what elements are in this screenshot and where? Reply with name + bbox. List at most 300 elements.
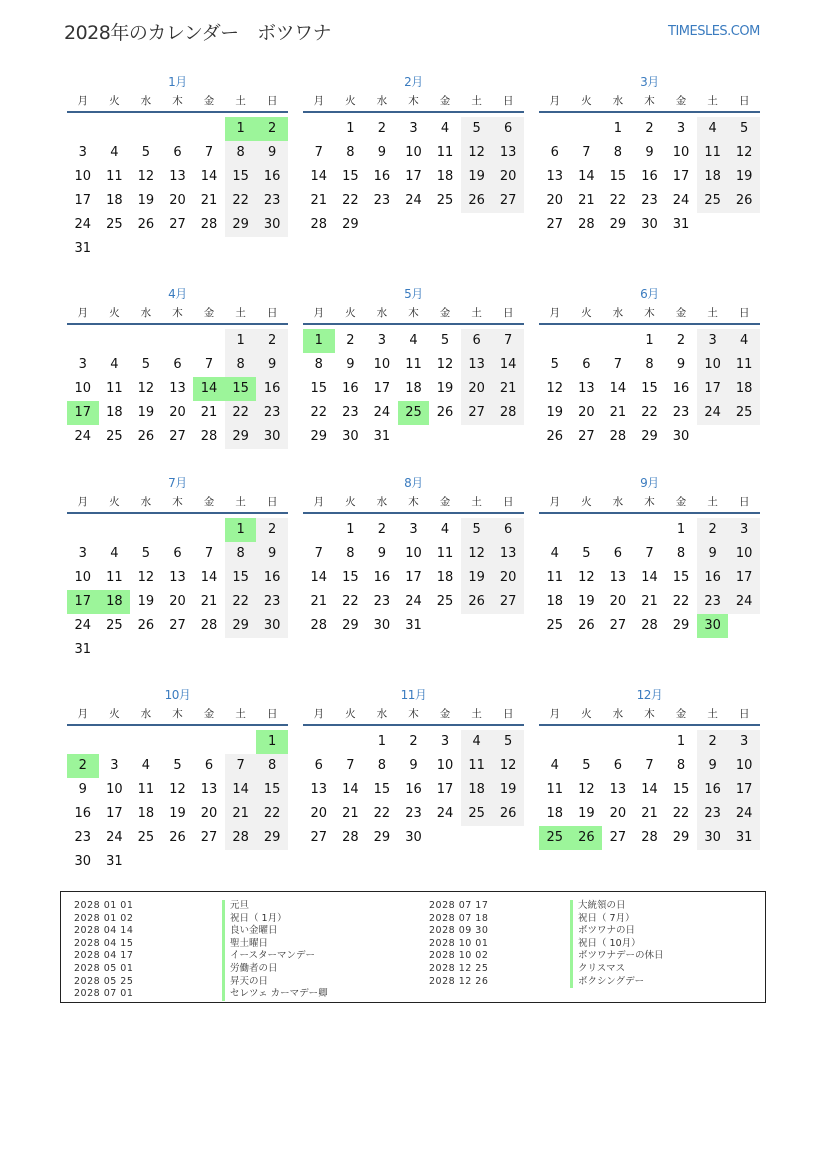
day-cell: 11 <box>137 782 155 797</box>
header-rule <box>67 512 288 514</box>
day-cell: 23 <box>697 590 729 614</box>
holiday-name: 昇天の日 <box>222 976 268 989</box>
day-cell: 18 <box>461 778 493 802</box>
day-cell: 24 <box>373 405 391 420</box>
day-cell: 18 <box>546 594 564 609</box>
holiday-day-cell: 30 <box>697 614 729 638</box>
day-cell: 3 <box>377 333 387 348</box>
holiday-day-cell: 1 <box>225 518 257 542</box>
day-cell: 27 <box>200 830 218 845</box>
day-cell: 29 <box>256 826 288 850</box>
weekday-header: 土 <box>235 708 246 720</box>
day-cell: 10 <box>728 754 760 778</box>
day-cell: 23 <box>342 405 359 420</box>
header-rule <box>303 111 524 113</box>
day-cell: 25 <box>106 217 123 232</box>
day-cell: 9 <box>256 542 288 566</box>
day-cell: 26 <box>436 405 454 420</box>
day-cell: 17 <box>373 381 391 396</box>
weekday-header: 月 <box>313 95 325 107</box>
day-cell: 28 <box>200 429 218 444</box>
day-cell: 29 <box>342 618 359 633</box>
day-cell: 20 <box>169 193 186 208</box>
day-cell: 25 <box>436 193 454 208</box>
day-cell: 22 <box>609 193 627 208</box>
day-cell: 9 <box>256 141 288 165</box>
day-cell: 16 <box>256 377 288 401</box>
weekday-header: 月 <box>77 307 89 319</box>
day-cell: 20 <box>546 193 564 208</box>
day-cell: 24 <box>728 802 760 826</box>
weekday-header: 木 <box>172 307 183 319</box>
day-cell: 26 <box>137 217 155 232</box>
header-rule <box>303 724 524 726</box>
day-cell: 10 <box>436 758 454 773</box>
weekday-header: 日 <box>266 95 278 107</box>
day-cell: 16 <box>672 381 690 396</box>
holiday-day-cell: 15 <box>225 377 257 401</box>
day-cell: 12 <box>578 570 595 585</box>
day-cell: 4 <box>550 758 559 773</box>
day-cell: 11 <box>106 169 123 184</box>
site-link[interactable]: TIMESLES.COM <box>668 24 760 39</box>
day-cell: 22 <box>225 189 257 213</box>
day-cell: 7 <box>645 758 654 773</box>
day-cell: 8 <box>377 758 387 773</box>
holiday-day-cell: 1 <box>303 329 335 353</box>
day-cell: 8 <box>346 145 355 160</box>
holiday-day-cell: 2 <box>256 117 288 141</box>
holiday-date: 2028 07 18 <box>429 912 489 924</box>
day-cell: 11 <box>728 353 760 377</box>
day-cell: 15 <box>342 570 359 585</box>
day-cell: 6 <box>173 357 182 372</box>
day-cell: 18 <box>405 381 422 396</box>
day-cell: 11 <box>546 782 564 797</box>
day-cell: 13 <box>169 169 186 184</box>
day-cell: 24 <box>697 401 729 425</box>
day-cell: 10 <box>405 546 422 561</box>
weekday-header: 土 <box>471 708 482 720</box>
day-cell: 15 <box>256 778 288 802</box>
holiday-name: 祝日（ 10月） <box>570 938 641 951</box>
day-cell: 23 <box>373 193 391 208</box>
day-cell: 28 <box>310 217 328 232</box>
month-block <box>303 686 524 886</box>
day-cell: 17 <box>106 806 123 821</box>
day-cell: 30 <box>373 618 391 633</box>
day-cell: 2 <box>377 121 387 136</box>
weekday-header: 金 <box>203 496 215 508</box>
day-cell: 15 <box>373 782 391 797</box>
day-cell: 4 <box>440 522 450 537</box>
holiday-date: 2028 04 14 <box>74 925 134 937</box>
day-cell: 21 <box>609 405 627 420</box>
holiday-day-cell: 18 <box>99 590 131 614</box>
day-cell: 17 <box>728 778 760 802</box>
day-cell: 14 <box>492 353 524 377</box>
day-cell: 29 <box>672 830 690 845</box>
month-block <box>539 474 760 674</box>
day-cell: 10 <box>106 782 123 797</box>
day-cell: 12 <box>578 782 595 797</box>
day-cell: 7 <box>204 546 214 561</box>
day-cell: 24 <box>74 217 92 232</box>
weekday-header: 土 <box>471 496 482 508</box>
day-cell: 10 <box>405 145 422 160</box>
day-cell: 19 <box>728 165 760 189</box>
day-cell: 7 <box>314 546 323 561</box>
day-cell: 1 <box>346 522 355 537</box>
day-cell: 25 <box>106 618 123 633</box>
weekday-header: 火 <box>109 307 120 319</box>
weekday-header: 日 <box>502 708 514 720</box>
day-cell: 19 <box>137 405 155 420</box>
day-cell: 11 <box>106 570 123 585</box>
day-cell: 31 <box>672 217 690 232</box>
day-cell: 26 <box>578 618 595 633</box>
day-cell: 3 <box>409 522 418 537</box>
day-cell: 21 <box>641 806 658 821</box>
day-cell: 13 <box>492 141 524 165</box>
day-cell: 6 <box>173 145 182 160</box>
day-cell: 30 <box>641 217 658 232</box>
day-cell: 14 <box>641 570 658 585</box>
day-cell: 8 <box>676 758 686 773</box>
day-cell: 15 <box>672 782 690 797</box>
day-cell: 3 <box>409 121 418 136</box>
day-cell: 22 <box>342 594 359 609</box>
holiday-name: セレツェ カーマデー卿 <box>222 988 328 1001</box>
day-cell: 8 <box>225 542 257 566</box>
day-cell: 19 <box>578 806 595 821</box>
day-cell: 25 <box>436 594 454 609</box>
day-cell: 2 <box>676 333 686 348</box>
day-cell: 27 <box>169 618 186 633</box>
day-cell: 13 <box>310 782 328 797</box>
day-cell: 15 <box>641 381 658 396</box>
day-cell: 10 <box>74 381 92 396</box>
day-cell: 28 <box>641 830 658 845</box>
weekday-header: 火 <box>581 307 592 319</box>
day-cell: 14 <box>342 782 359 797</box>
weekday-header: 金 <box>203 307 215 319</box>
day-cell: 23 <box>697 802 729 826</box>
day-cell: 16 <box>256 165 288 189</box>
holiday-name: ボクシングデー <box>570 976 644 989</box>
day-cell: 27 <box>492 590 524 614</box>
day-cell: 19 <box>169 806 186 821</box>
day-cell: 24 <box>672 193 690 208</box>
weekday-header: 土 <box>707 95 718 107</box>
day-cell: 21 <box>200 594 218 609</box>
day-cell: 14 <box>641 782 658 797</box>
day-cell: 2 <box>377 522 387 537</box>
day-cell: 29 <box>672 618 690 633</box>
weekday-header: 金 <box>203 708 215 720</box>
day-cell: 24 <box>405 193 422 208</box>
weekday-header: 火 <box>109 708 120 720</box>
day-cell: 23 <box>641 193 658 208</box>
day-cell: 12 <box>137 169 155 184</box>
holiday-date: 2028 05 25 <box>74 975 134 987</box>
day-cell: 10 <box>697 353 729 377</box>
day-cell: 22 <box>310 405 328 420</box>
weekday-header: 日 <box>502 307 514 319</box>
day-cell: 18 <box>436 570 454 585</box>
day-cell: 27 <box>169 429 186 444</box>
day-cell: 19 <box>137 594 155 609</box>
day-cell: 18 <box>137 806 155 821</box>
weekday-header: 日 <box>266 708 278 720</box>
day-cell: 5 <box>141 357 151 372</box>
day-cell: 29 <box>373 830 391 845</box>
day-cell: 20 <box>310 806 328 821</box>
day-cell: 4 <box>728 329 760 353</box>
day-cell: 3 <box>676 121 686 136</box>
day-cell: 27 <box>546 217 564 232</box>
day-cell: 14 <box>225 778 257 802</box>
day-cell: 4 <box>110 357 119 372</box>
month-name: 9月 <box>640 476 659 490</box>
day-cell: 9 <box>256 353 288 377</box>
day-cell: 6 <box>204 758 214 773</box>
day-cell: 21 <box>310 594 328 609</box>
day-cell: 21 <box>492 377 524 401</box>
header-rule <box>303 323 524 325</box>
day-cell: 26 <box>169 830 186 845</box>
holiday-date: 2028 12 25 <box>429 963 489 974</box>
weekday-header: 火 <box>345 496 356 508</box>
header-rule <box>539 323 760 325</box>
day-cell: 3 <box>697 329 729 353</box>
weekday-header: 金 <box>439 95 451 107</box>
month-block <box>539 285 760 485</box>
day-cell: 15 <box>225 566 257 590</box>
day-cell: 10 <box>728 542 760 566</box>
weekday-header: 水 <box>612 307 624 319</box>
weekday-header: 日 <box>266 307 278 319</box>
day-cell: 7 <box>582 145 591 160</box>
day-cell: 13 <box>609 570 627 585</box>
day-cell: 20 <box>609 594 627 609</box>
day-cell: 7 <box>225 754 257 778</box>
day-cell: 29 <box>225 425 257 449</box>
weekday-header: 土 <box>235 496 246 508</box>
weekday-header: 土 <box>471 95 482 107</box>
day-cell: 18 <box>106 193 123 208</box>
day-cell: 4 <box>550 546 559 561</box>
day-cell: 21 <box>200 193 218 208</box>
day-cell: 2 <box>645 121 654 136</box>
weekday-header: 水 <box>376 708 388 720</box>
day-cell: 26 <box>728 189 760 213</box>
day-cell: 31 <box>74 642 92 657</box>
day-cell: 10 <box>74 169 92 184</box>
day-cell: 24 <box>405 594 422 609</box>
month-name: 1月 <box>168 75 187 89</box>
day-cell: 11 <box>461 754 493 778</box>
holiday-day-cell: 1 <box>225 117 257 141</box>
day-cell: 31 <box>373 429 391 444</box>
weekday-header: 木 <box>644 708 655 720</box>
weekday-header: 火 <box>345 307 356 319</box>
weekday-header: 金 <box>203 95 215 107</box>
weekday-header: 日 <box>502 496 514 508</box>
day-cell: 12 <box>169 782 186 797</box>
weekday-header: 月 <box>77 95 89 107</box>
weekday-header: 木 <box>408 708 419 720</box>
day-cell: 10 <box>672 145 690 160</box>
day-cell: 19 <box>578 594 595 609</box>
day-cell: 12 <box>436 357 454 372</box>
day-cell: 16 <box>74 806 92 821</box>
day-cell: 22 <box>256 802 288 826</box>
day-cell: 17 <box>728 566 760 590</box>
holiday-name: 元旦 <box>222 900 249 913</box>
day-cell: 16 <box>342 381 359 396</box>
day-cell: 9 <box>645 145 654 160</box>
day-cell: 27 <box>461 401 493 425</box>
weekday-header: 金 <box>675 307 687 319</box>
weekday-header: 日 <box>266 496 278 508</box>
day-cell: 11 <box>546 570 564 585</box>
weekday-header: 木 <box>172 708 183 720</box>
day-cell: 25 <box>137 830 155 845</box>
weekday-header: 火 <box>581 708 592 720</box>
weekday-header: 月 <box>313 496 325 508</box>
day-cell: 2 <box>256 518 288 542</box>
day-cell: 15 <box>225 165 257 189</box>
day-cell: 10 <box>74 570 92 585</box>
day-cell: 22 <box>672 594 690 609</box>
weekday-header: 火 <box>345 95 356 107</box>
holiday-date: 2028 01 02 <box>74 912 134 924</box>
day-cell: 9 <box>346 357 355 372</box>
day-cell: 7 <box>204 145 214 160</box>
day-cell: 17 <box>405 570 422 585</box>
day-cell: 9 <box>377 145 387 160</box>
holiday-legend <box>60 891 766 1003</box>
month-name: 11月 <box>400 688 427 702</box>
day-cell: 13 <box>169 570 186 585</box>
day-cell: 8 <box>346 546 355 561</box>
weekday-header: 日 <box>738 307 750 319</box>
day-cell: 13 <box>169 381 186 396</box>
month-block <box>303 73 524 273</box>
day-cell: 4 <box>440 121 450 136</box>
day-cell: 24 <box>436 806 454 821</box>
day-cell: 17 <box>405 169 422 184</box>
day-cell: 28 <box>609 429 627 444</box>
weekday-header: 月 <box>313 307 325 319</box>
day-cell: 5 <box>141 145 151 160</box>
day-cell: 26 <box>492 802 524 826</box>
weekday-header: 月 <box>549 95 561 107</box>
weekday-header: 月 <box>549 307 561 319</box>
day-cell: 23 <box>256 590 288 614</box>
day-cell: 28 <box>492 401 524 425</box>
day-cell: 7 <box>645 546 654 561</box>
day-cell: 11 <box>405 357 422 372</box>
day-cell: 6 <box>492 518 524 542</box>
day-cell: 13 <box>609 782 627 797</box>
day-cell: 25 <box>461 802 493 826</box>
day-cell: 12 <box>137 570 155 585</box>
holiday-date: 2028 10 01 <box>429 937 489 949</box>
month-block <box>67 285 288 485</box>
weekday-header: 水 <box>140 708 152 720</box>
day-cell: 8 <box>256 754 288 778</box>
day-cell: 12 <box>546 381 564 396</box>
weekday-header: 木 <box>172 95 183 107</box>
day-cell: 13 <box>200 782 218 797</box>
day-cell: 16 <box>256 566 288 590</box>
day-cell: 3 <box>728 730 760 754</box>
holiday-date: 2028 07 17 <box>429 900 489 911</box>
day-cell: 31 <box>106 854 123 869</box>
day-cell: 26 <box>546 429 564 444</box>
day-cell: 16 <box>697 566 729 590</box>
weekday-header: 火 <box>345 708 356 720</box>
day-cell: 18 <box>436 169 454 184</box>
day-cell: 6 <box>173 546 182 561</box>
day-cell: 6 <box>314 758 323 773</box>
day-cell: 7 <box>492 329 524 353</box>
day-cell: 10 <box>373 357 391 372</box>
day-cell: 28 <box>225 826 257 850</box>
day-cell: 6 <box>582 357 591 372</box>
header-rule <box>539 111 760 113</box>
day-cell: 28 <box>641 618 658 633</box>
day-cell: 20 <box>492 165 524 189</box>
day-cell: 12 <box>461 141 493 165</box>
weekday-header: 木 <box>408 307 419 319</box>
month-block <box>67 73 288 273</box>
day-cell: 30 <box>405 830 422 845</box>
day-cell: 29 <box>641 429 658 444</box>
day-cell: 14 <box>200 570 218 585</box>
day-cell: 9 <box>78 782 87 797</box>
holiday-date: 2028 01 01 <box>74 900 134 911</box>
holiday-name: 大統領の日 <box>570 900 626 913</box>
day-cell: 21 <box>200 405 218 420</box>
month-block <box>539 686 760 886</box>
day-cell: 9 <box>676 357 686 372</box>
weekday-header: 火 <box>581 496 592 508</box>
day-cell: 23 <box>74 830 92 845</box>
weekday-header: 月 <box>549 708 561 720</box>
day-cell: 18 <box>728 377 760 401</box>
day-cell: 3 <box>78 145 87 160</box>
weekday-header: 火 <box>109 496 120 508</box>
month-name: 6月 <box>640 287 659 301</box>
header-rule <box>67 724 288 726</box>
day-cell: 19 <box>436 381 454 396</box>
day-cell: 2 <box>409 734 418 749</box>
day-cell: 7 <box>613 357 623 372</box>
day-cell: 8 <box>225 141 257 165</box>
holiday-day-cell: 2 <box>67 754 99 778</box>
holiday-day-cell: 17 <box>67 401 99 425</box>
holiday-date: 2028 04 17 <box>74 950 134 962</box>
day-cell: 5 <box>582 546 591 561</box>
month-block <box>539 73 760 273</box>
day-cell: 20 <box>200 806 218 821</box>
day-cell: 1 <box>377 734 387 749</box>
day-cell: 6 <box>492 117 524 141</box>
holiday-name: 祝日（ 1月） <box>222 913 287 926</box>
